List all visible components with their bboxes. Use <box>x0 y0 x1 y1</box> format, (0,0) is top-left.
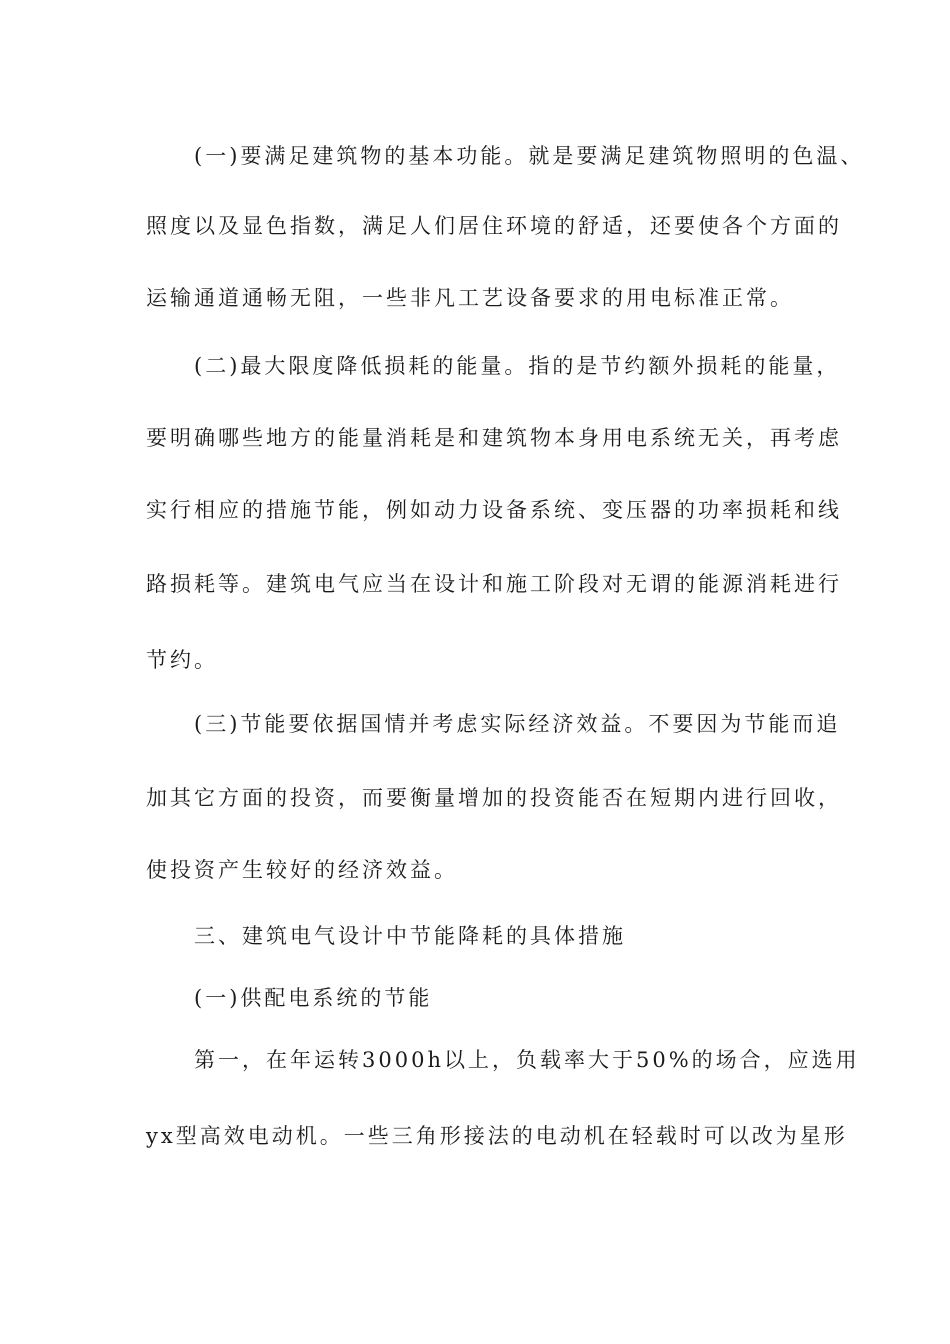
paragraph-2-line-5: 节约。 <box>146 648 218 672</box>
paragraph-4-line-1: 第一，在年运转3000h以上，负载率大于50%的场合，应选用 <box>194 1048 860 1072</box>
paragraph-2-line-3: 实行相应的措施节能，例如动力设备系统、变压器的功率损耗和线 <box>146 498 842 522</box>
paragraph-3-line-1: (三)节能要依据国情并考虑实际经济效益。不要因为节能而追 <box>194 712 841 736</box>
paragraph-1-line-3: 运输通道通畅无阻，一些非凡工艺设备要求的用电标准正常。 <box>146 286 794 310</box>
paragraph-3-line-2: 加其它方面的投资，而要衡量增加的投资能否在短期内进行回收， <box>146 786 842 810</box>
paragraph-2-line-1: (二)最大限度降低损耗的能量。指的是节约额外损耗的能量， <box>194 354 841 378</box>
section-heading: 三、建筑电气设计中节能降耗的具体措施 <box>194 924 626 948</box>
paragraph-2-line-2: 要明确哪些地方的能量消耗是和建筑物本身用电系统无关，再考虑 <box>146 426 842 450</box>
paragraph-1-line-1: (一)要满足建筑物的基本功能。就是要满足建筑物照明的色温、 <box>194 144 865 168</box>
paragraph-1-line-2: 照度以及显色指数，满足人们居住环境的舒适，还要使各个方面的 <box>146 214 842 238</box>
paragraph-3-line-3: 使投资产生较好的经济效益。 <box>146 858 458 882</box>
paragraph-2-line-4: 路损耗等。建筑电气应当在设计和施工阶段对无谓的能源消耗进行 <box>146 572 842 596</box>
subsection-heading: (一)供配电系统的节能 <box>194 986 433 1010</box>
paragraph-4-line-2: yx型高效电动机。一些三角形接法的电动机在轻载时可以改为星形 <box>146 1124 848 1148</box>
